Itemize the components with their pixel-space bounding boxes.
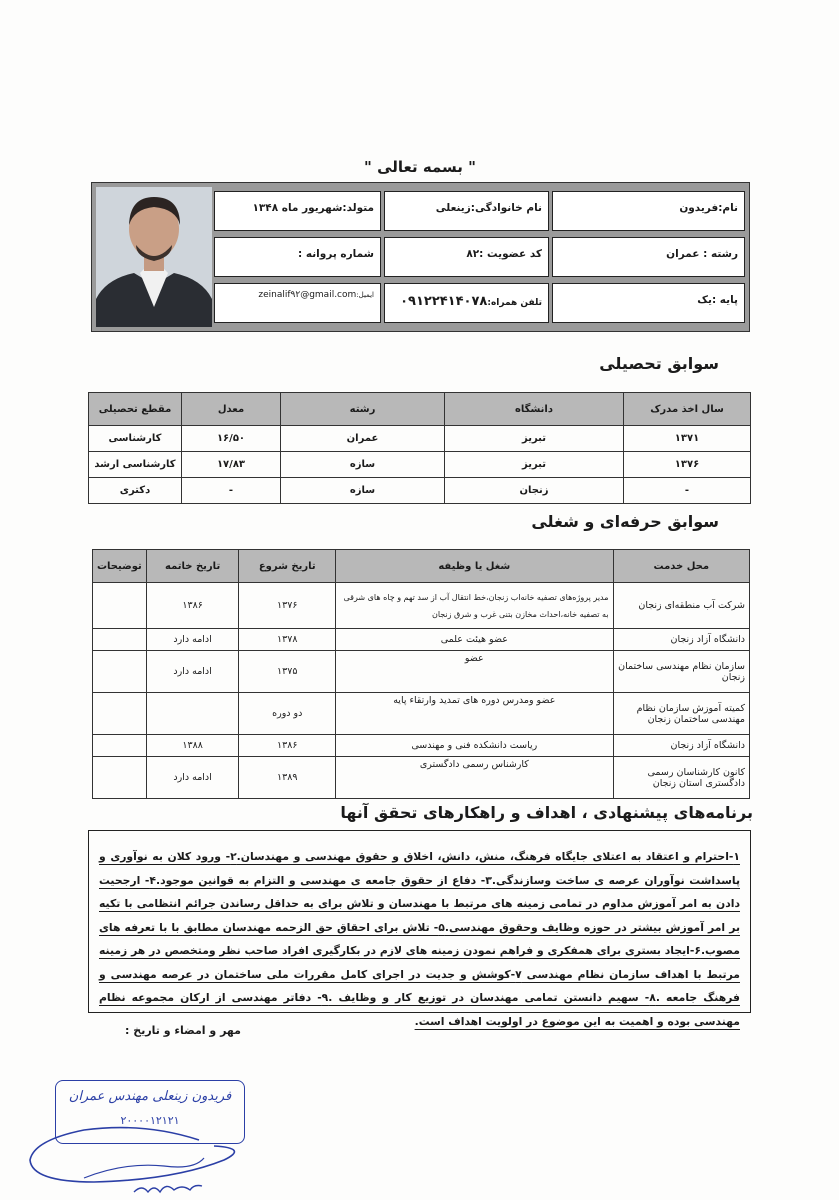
goals-title: برنامه‌های پیشنهادی ، اهداف و راهکارهای تحقق آنها [340, 803, 753, 822]
email-field [214, 283, 381, 323]
license-number-field: شماره پروانه : [214, 237, 381, 277]
job-cell: شرکت آب منطقه‌ای زنجان [613, 583, 749, 629]
job-col-duty: شغل یا وظیفه [336, 550, 614, 583]
job-col-end: تاریخ خاتمه [146, 550, 239, 583]
goals-box [88, 830, 751, 1028]
edu-cell: سازه [281, 478, 445, 504]
person-portrait-icon [96, 187, 212, 327]
member-code-field: کد عضویت :۸۲ [384, 237, 549, 277]
job-cell [146, 693, 239, 735]
job-cell: دو دوره [239, 693, 336, 735]
personal-info-box [91, 182, 750, 332]
job-cell: ۱۳۸۸ [146, 735, 239, 757]
edu-cell: سازه [281, 452, 445, 478]
signature-label: مهر و امضاء و تاریخ : [125, 1024, 241, 1037]
job-cell [93, 583, 147, 629]
education-title: سوابق تحصیلی [599, 354, 719, 373]
birth-field: متولد:شهریور ماه ۱۳۴۸ [214, 191, 381, 231]
job-cell: ۱۳۷۶ [239, 583, 336, 629]
job-cell: ۱۳۸۶ [239, 735, 336, 757]
job-col-notes: توضیحات [93, 550, 147, 583]
mobile-number: ۰۹۱۲۲۴۱۴۰۷۸ [400, 294, 488, 309]
job-cell: عضو ومدرس دوره های تمدید وارتقاء پایه [336, 693, 614, 735]
job-cell: عضو هیئت علمی [336, 629, 614, 651]
mobile-label: تلفن همراه: [487, 298, 542, 308]
job-cell: ۱۳۷۸ [239, 629, 336, 651]
grade-field: پایه :یک [552, 283, 745, 323]
job-cell: عضو [336, 651, 614, 693]
edu-col-field: رشته [281, 393, 445, 426]
job-cell: ۱۳۸۹ [239, 757, 336, 799]
job-cell: سازمان نظام مهندسی ساختمان زنجان [613, 651, 749, 693]
table-row [93, 735, 750, 757]
job-col-start: تاریخ شروع [239, 550, 336, 583]
job-cell: ادامه دارد [146, 757, 239, 799]
job-cell: کارشناس رسمی دادگستری [336, 757, 614, 799]
job-cell: ریاست دانشکده فنی و مهندسی [336, 735, 614, 757]
job-cell [93, 693, 147, 735]
edu-cell: تبریز [445, 426, 624, 452]
stamp-number: ۲۰۰۰۰۱۲۱۲۱ [120, 1114, 180, 1127]
job-cell [93, 757, 147, 799]
job-cell: ادامه دارد [146, 629, 239, 651]
edu-cell: عمران [281, 426, 445, 452]
edu-cell: زنجان [445, 478, 624, 504]
career-title: سوابق حرفه‌ای و شغلی [531, 512, 719, 531]
job-cell: ۱۳۸۶ [146, 583, 239, 629]
job-col-place: محل خدمت [613, 550, 749, 583]
edu-cell: ۱۳۷۶ [624, 452, 751, 478]
edu-cell: کارشناسی ارشد [89, 452, 182, 478]
table-row [89, 426, 751, 452]
edu-cell: ۱۶/۵۰ [182, 426, 281, 452]
edu-col-university: دانشگاه [445, 393, 624, 426]
job-cell: ۱۳۷۵ [239, 651, 336, 693]
edu-cell: - [182, 478, 281, 504]
job-cell: کمیته آموزش سازمان نظام مهندسی ساختمان زنجان [613, 693, 749, 735]
edu-cell: تبریز [445, 452, 624, 478]
table-row [93, 757, 750, 799]
edu-col-gpa: معدل [182, 393, 281, 426]
goals-text: ۱-احترام و اعتقاد به اعتلای جایگاه فرهنگ، منش، دانش، اخلاق و حقوق مهندسی و مهندسان.۲- ورود کلان به نوآوری و پاسداشت نوآوران عرصه ی ساخت وسازندگی.۳- دفاع از حقوق جامعه ی مهندسی و التزام به قوانین موجود.۴- ارجحیت دادن به امر آموزش مداوم در تمامی زمینه های مرتبط با مهندسان و تلاش برای به حداقل رساندن جرائم انتظامی با تکیه بر امر آموزش بیشتر در حوزه وظایف وحقوق مهندسی.۵- تلاش برای احقاق حق الزحمه مهندسان مطابق با با تعرفه های مصوب.۶-ایجاد بستری برای همفکری و فراهم نمودن زمینه های لازم در بکارگیری افراد صاحب نظر ومتخصص در هر زمینه مرتبط با اهداف سازمان نظام مهندسی ۷-کوشش و جدیت در اجرای کامل مقررات ملی ساختمان در عرصه مهندسی و فرهنگ جامعه .۸- سهیم دانستن تمامی مهندسان در توزیع کار و وظایف .۹- دفاتر مهندسی از ارکان مجموعه نظام مهندسی بوده و اهمیت به این موضوع در اولویت اهداف است. [99, 850, 740, 1028]
table-row [89, 452, 751, 478]
edu-col-degree: مقطع تحصیلی [89, 393, 182, 426]
edu-cell: ۱۳۷۱ [624, 426, 751, 452]
table-row [93, 693, 750, 735]
job-cell [93, 629, 147, 651]
edu-cell: - [624, 478, 751, 504]
job-cell: کانون کارشناسان رسمی دادگستری استان زنجان [613, 757, 749, 799]
last-name-field: نام خانوادگی:زینعلی [384, 191, 549, 231]
profile-photo [96, 187, 212, 327]
table-row [93, 651, 750, 693]
mobile-field [384, 283, 549, 323]
job-cell [93, 651, 147, 693]
first-name-field: نام:فریدون [552, 191, 745, 231]
email-value: zeinalif۹۲@gmail.com [258, 290, 357, 300]
table-row [93, 583, 750, 629]
field-of-study: رشته : عمران [552, 237, 745, 277]
signature-icon [24, 1100, 254, 1196]
header-basmala: " بسمه تعالی " [364, 158, 476, 176]
email-label: ایمیل: [356, 291, 374, 299]
job-cell: مدیر پروژه‌های تصفیه خانه‌اب زنجان،خط انتقال آب از سد تهم و چاه های شرقی به تصفیه خانه،احداث مخازن بتنی غرب و شرق زنجان [336, 583, 614, 629]
table-row [89, 478, 751, 504]
job-cell: دانشگاه آزاد زنجان [613, 629, 749, 651]
job-cell: دانشگاه آزاد زنجان [613, 735, 749, 757]
table-row [93, 629, 750, 651]
career-table [92, 549, 750, 799]
edu-col-year: سال اخذ مدرک [624, 393, 751, 426]
stamp-name: فریدون زینعلی مهندس عمران [68, 1089, 232, 1104]
edu-cell: کارشناسی [89, 426, 182, 452]
job-cell [93, 735, 147, 757]
edu-cell: ۱۷/۸۳ [182, 452, 281, 478]
job-cell: ادامه دارد [146, 651, 239, 693]
education-table [88, 392, 751, 504]
edu-cell: دکتری [89, 478, 182, 504]
